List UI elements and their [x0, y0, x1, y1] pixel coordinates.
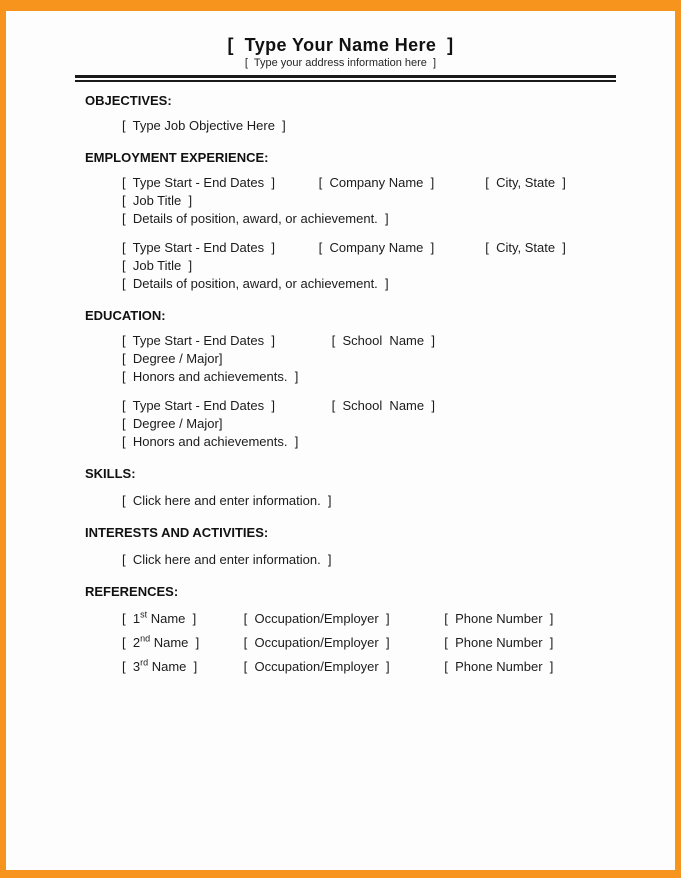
school-name-field[interactable]: [ School Name ] — [331, 398, 435, 413]
ordinal-suffix: nd — [140, 633, 151, 644]
section-heading-employment: EMPLOYMENT EXPERIENCE: — [85, 150, 269, 165]
employment-entry-row — [122, 239, 675, 257]
education-entry — [122, 397, 675, 451]
education-entry — [122, 332, 675, 386]
school-name-field[interactable]: [ School Name ] — [331, 333, 435, 348]
reference-name-field[interactable]: [ 2nd Name ] — [122, 633, 200, 650]
section-heading-education: EDUCATION: — [85, 308, 166, 323]
employment-entry — [122, 174, 675, 228]
document-header — [6, 11, 675, 70]
dates-field[interactable]: [ Type Start - End Dates ] — [122, 240, 275, 255]
resume-document — [6, 11, 675, 870]
reference-name-field[interactable]: [ 1st Name ] — [122, 609, 197, 626]
employment-entry — [122, 239, 675, 293]
city-state-field[interactable]: [ City, State ] — [485, 240, 566, 255]
section-heading-references: REFERENCES: — [85, 584, 179, 599]
position-details-field[interactable]: [ Details of position, award, or achievement. ] — [122, 276, 389, 291]
address-field[interactable]: [ Type your address information here ] — [244, 57, 437, 69]
section-heading-skills: SKILLS: — [85, 466, 136, 481]
city-state-field[interactable]: [ City, State ] — [485, 175, 566, 190]
ordinal-suffix: st — [140, 609, 148, 620]
name-field[interactable]: [ Type Your Name Here ] — [227, 35, 454, 55]
degree-major-field[interactable]: [ Degree / Major] — [122, 351, 223, 366]
interests-field[interactable]: [ Click here and enter information. ] — [122, 552, 332, 567]
occupation-employer-field[interactable]: [ Occupation/Employer ] — [243, 635, 390, 650]
reference-row — [122, 610, 675, 628]
dates-field[interactable]: [ Type Start - End Dates ] — [122, 333, 275, 348]
dates-field[interactable]: [ Type Start - End Dates ] — [122, 398, 275, 413]
occupation-employer-field[interactable]: [ Occupation/Employer ] — [243, 659, 390, 674]
skills-group — [122, 492, 675, 510]
section-heading-objectives: OBJECTIVES: — [85, 93, 172, 108]
occupation-employer-field[interactable]: [ Occupation/Employer ] — [243, 611, 390, 626]
references-group — [122, 610, 675, 676]
ordinal-suffix: rd — [140, 657, 149, 668]
job-title-field[interactable]: [ Job Title ] — [122, 258, 193, 273]
employment-entry-row — [122, 174, 675, 192]
company-name-field[interactable]: [ Company Name ] — [318, 175, 435, 190]
job-objective-field[interactable]: [ Type Job Objective Here ] — [122, 118, 286, 133]
skills-field[interactable]: [ Click here and enter information. ] — [122, 493, 332, 508]
interests-group — [122, 551, 675, 569]
reference-row — [122, 634, 675, 652]
section-heading-interests: INTERESTS AND ACTIVITIES: — [85, 525, 269, 540]
phone-number-field[interactable]: [ Phone Number ] — [444, 659, 554, 674]
objectives-group — [122, 117, 675, 135]
reference-name-field[interactable]: [ 3rd Name ] — [122, 657, 198, 674]
education-entry-row — [122, 397, 675, 415]
phone-number-field[interactable]: [ Phone Number ] — [444, 635, 554, 650]
phone-number-field[interactable]: [ Phone Number ] — [444, 611, 554, 626]
header-divider — [75, 75, 616, 82]
company-name-field[interactable]: [ Company Name ] — [318, 240, 435, 255]
education-entry-row — [122, 332, 675, 350]
honors-field[interactable]: [ Honors and achievements. ] — [122, 434, 299, 449]
degree-major-field[interactable]: [ Degree / Major] — [122, 416, 223, 431]
reference-row — [122, 658, 675, 676]
honors-field[interactable]: [ Honors and achievements. ] — [122, 369, 299, 384]
job-title-field[interactable]: [ Job Title ] — [122, 193, 193, 208]
dates-field[interactable]: [ Type Start - End Dates ] — [122, 175, 275, 190]
position-details-field[interactable]: [ Details of position, award, or achievement. ] — [122, 211, 389, 226]
